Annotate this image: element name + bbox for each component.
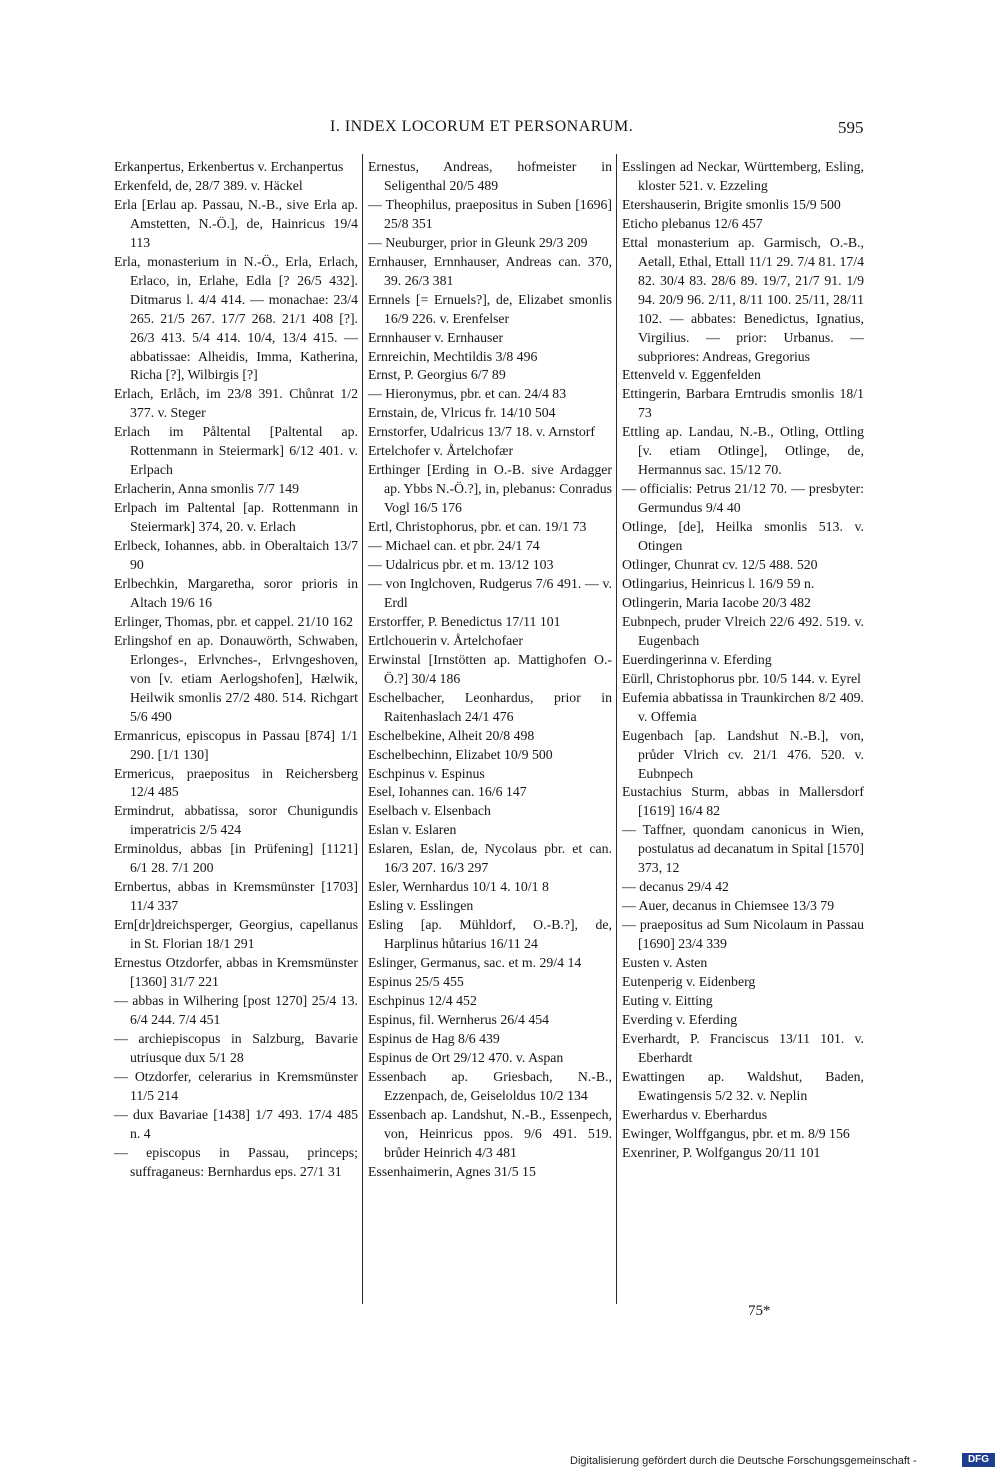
index-entry: — von Inglchoven, Rudgerus 7/6 491. — v. Erdl <box>368 575 612 610</box>
index-entry: — Udalricus pbr. et m. 13/12 103 <box>368 557 554 573</box>
index-entry: Ermanricus, episcopus in Passau [874] 1/1 290. [1/1 130] <box>114 727 358 762</box>
page-number: 595 <box>838 118 864 137</box>
index-entry: Everding v. Eferding <box>622 1011 738 1027</box>
index-entry: Ewattingen ap. Waldshut, Baden, Ewatingensis 5/2 32. v. Neplin <box>622 1068 864 1103</box>
index-entry: Esling v. Esslingen <box>368 898 474 914</box>
index-entry: Ermericus, praepositus in Reichersberg 12/4 485 <box>114 765 358 800</box>
index-entry: Otlinge, [de], Heilka smonlis 513. v. Otingen <box>622 519 864 554</box>
index-entry: Ewerhardus v. Eberhardus <box>622 1106 768 1122</box>
index-entry: Euting v. Eitting <box>622 992 713 1008</box>
index-entry: Ernstorfer, Udalricus 13/7 18. v. Arnstorf <box>368 424 595 440</box>
index-entry: Espinus de Ort 29/12 470. v. Aspan <box>368 1049 564 1065</box>
index-entry: Erkanpertus, Erkenbertus v. Erchanpertus <box>114 159 344 174</box>
index-entry: Ern[dr]dreichsperger, Georgius, capellanus in St. Florian 18/1 291 <box>114 917 358 952</box>
index-entry: Erthinger [Erding in O.-B. sive Ardagger ap. Ybbs N.-Ö.?], in, plebanus: Conradus Vogl 16/5 176 <box>368 462 612 516</box>
index-entry: Erkenfeld, de, 28/7 389. v. Häckel <box>114 177 303 193</box>
index-entry: Otlingarius, Heinricus l. 16/9 59 n. <box>622 575 815 591</box>
index-entry: Esel, Iohannes can. 16/6 147 <box>368 784 527 800</box>
index-column-2 <box>368 158 612 1181</box>
index-entry: Eslan v. Eslaren <box>368 822 457 838</box>
index-entry: Eusten v. Asten <box>622 955 708 971</box>
index-entry: Essenbach ap. Landshut, N.-B., Essenpech, von, Heinricus ppos. 9/6 491. 519. brůder Heinrich 4/3 481 <box>368 1106 612 1160</box>
index-entry: Essenbach ap. Griesbach, N.-B., Ezzenpach, de, Geiseloldus 10/2 134 <box>368 1068 612 1103</box>
index-entry: Eschpinus 12/4 452 <box>368 992 477 1008</box>
dfg-logo: DFG <box>962 1453 995 1467</box>
index-entry: Ertl, Christophorus, pbr. et can. 19/1 73 <box>368 519 587 535</box>
index-entry: Ernnels [= Ernuels?], de, Elizabet smonlis 16/9 226. v. Erenfelser <box>368 291 612 326</box>
index-entry: Eubnpech, pruder Vlreich 22/6 492. 519. v. Eugenbach <box>622 613 864 648</box>
index-entry: Esling [ap. Mühldorf, O.-B.?], de, Harplinus hůtarius 16/11 24 <box>368 917 612 952</box>
index-entry: Essenhaimerin, Agnes 31/5 15 <box>368 1163 536 1179</box>
index-entry: Erla, monasterium in N.-Ö., Erla, Erlach, Erlaco, in, Erlahe, Edla [? 26/5 432]. Ditmarus l. 4/4 414. — monachae: 23/4 265. 21/5 267. 17/7 268. 21/1 408 [?]. 26/3 413. 5/4 414. 10/4, 13/4 415. — abbatissae: Alheidis, Imma, Katherina, Richa [?], Wilbirgis [?] <box>114 253 358 383</box>
index-entry: Eutenperig v. Eidenberg <box>622 973 756 989</box>
index-entry: Eürll, Christophorus pbr. 10/5 144. v. Eyrel <box>622 670 861 686</box>
index-column-1 <box>114 158 358 1181</box>
index-entry: Erlingshof en ap. Donauwörth, Schwaben, Erlonges-, Erlvnches-, Erlvngeshoven, von [v. etiam Aerlogshofen], Hælwik, Heilwik smonlis 27/2 480. 514. Richgart 5/6 490 <box>114 632 358 724</box>
index-entry: Ernestus, Andreas, hofmeister in Seligenthal 20/5 489 <box>368 159 612 193</box>
index-entry: Ettal monasterium ap. Garmisch, O.-B., Aetall, Ethal, Ettall 11/1 29. 7/4 81. 17/4 82. 30/4 83. 28/6 89. 19/7, 21/7 91. 1/9 94. 20/9 96. 2/11, 8/11 100. 25/11, 28/11 102. — abbates: Benedictus, Ignatius, Virgilius. — prior: Urbanus. — subpriores: Andreas, Gregorius <box>622 234 864 364</box>
index-entry: — Neuburger, prior in Gleunk 29/3 209 <box>368 234 588 250</box>
digitization-credit: Digitalisierung gefördert durch die Deutsche Forschungsgemeinschaft - <box>570 1455 917 1467</box>
index-entry: Ernbertus, abbas in Kremsmünster [1703] 11/4 337 <box>114 879 358 914</box>
index-entry: Esslingen ad Neckar, Württemberg, Esling, kloster 521. v. Ezzeling <box>622 159 864 193</box>
index-entry: Ertlchouerin v. Årtelchofaer <box>368 632 524 648</box>
index-entry: — Auer, decanus in Chiemsee 13/3 79 <box>622 898 835 914</box>
index-entry: Erlinger, Thomas, pbr. et cappel. 21/10 162 <box>114 613 354 629</box>
index-entry: Ettenveld v. Eggenfelden <box>622 367 761 383</box>
index-entry: Euerdingerinna v. Eferding <box>622 651 772 667</box>
index-entry: Erwinstal [Irnstötten ap. Mattighofen O.-Ö.?] 30/4 186 <box>368 651 612 686</box>
index-entry: Eslinger, Germanus, sac. et m. 29/4 14 <box>368 955 582 971</box>
index-entry: Erlach im Påltental [Paltental ap. Rottenmann in Steiermark] 6/12 401. v. Erlpach <box>114 424 358 478</box>
index-entry: Eslaren, Eslan, de, Nycolaus pbr. et can. 16/3 207. 16/3 297 <box>368 841 612 876</box>
index-entry: — Theophilus, praepositus in Suben [1696] 25/8 351 <box>368 196 612 231</box>
index-entry: Ernreichin, Mechtildis 3/8 496 <box>368 348 538 364</box>
index-entry: Eschelbechinn, Elizabet 10/9 500 <box>368 746 553 762</box>
index-entry: Erstorffer, P. Benedictus 17/11 101 <box>368 613 561 629</box>
index-entry: — Hieronymus, pbr. et can. 24/4 83 <box>368 386 567 402</box>
index-entry: Ernhauser, Ernnhauser, Andreas can. 370, 39. 26/3 381 <box>368 253 612 288</box>
index-entry: — abbas in Wilhering [post 1270] 25/4 13. 6/4 244. 7/4 451 <box>114 992 358 1027</box>
index-entry: Erlpach im Paltental [ap. Rottenmann in Steiermark] 374, 20. v. Erlach <box>114 500 358 535</box>
index-entry: — praepositus ad Sum Nicolaum in Passau [1690] 23/4 339 <box>622 917 864 952</box>
index-entry: — Taffner, quondam canonicus in Wien, postulatus ad decanatum in Spital [1570] 373, 12 <box>622 822 864 876</box>
index-entry: Ettingerin, Barbara Erntrudis smonlis 18/1 73 <box>622 386 864 421</box>
index-entry: Ernestus Otzdorfer, abbas in Kremsmünster [1360] 31/7 221 <box>114 955 358 989</box>
index-entry: Ernstain, de, Vlricus fr. 14/10 504 <box>368 405 556 421</box>
index-entry: — decanus 29/4 42 <box>622 879 729 895</box>
index-entry: Exenriner, P. Wolfgangus 20/11 101 <box>622 1144 821 1160</box>
index-entry: Ernnhauser v. Ernhauser <box>368 329 504 345</box>
index-entry: Ertelchofer v. Årtelchofær <box>368 443 514 459</box>
index-entry: — officialis: Petrus 21/12 70. — presbyter: Germundus 9/4 40 <box>622 481 864 516</box>
index-entry: Erlbechkin, Margaretha, soror prioris in Altach 19/6 16 <box>114 575 358 610</box>
index-entry: Eselbach v. Elsenbach <box>368 803 491 819</box>
index-entry: Ettling ap. Landau, N.-B., Otling, Ottling [v. etiam Otlinge], Otlinge, de, Hermannus sac. 15/12 70. <box>622 424 864 478</box>
index-entry: Erminoldus, abbas [in Prüfening] [1121] 6/1 28. 7/1 200 <box>114 841 358 876</box>
index-entry: Ermindrut, abbatissa, soror Chunigundis imperatricis 2/5 424 <box>114 803 358 838</box>
index-entry: — episcopus in Passau, princeps; suffraganeus: Bernhardus eps. 27/1 31 <box>114 1144 358 1179</box>
index-entry: Eustachius Sturm, abbas in Mallersdorf [1619] 16/4 82 <box>622 784 864 819</box>
index-entry: Eschelbekine, Alheit 20/8 498 <box>368 727 535 743</box>
index-entry: Eschpinus v. Espinus <box>368 765 485 781</box>
index-entry: Erlacherin, Anna smonlis 7/7 149 <box>114 481 300 497</box>
index-entry: Eugenbach [ap. Landshut N.-B.], von, průder Vlrich cv. 21/1 476. 520. v. Eubnpech <box>622 727 864 781</box>
index-entry: — dux Bavariae [1438] 1/7 493. 17/4 485 n. 4 <box>114 1106 358 1141</box>
column-divider <box>616 154 617 1304</box>
index-entry: Etershauserin, Brigite smonlis 15/9 500 <box>622 196 841 212</box>
index-entry: Espinus 25/5 455 <box>368 973 464 989</box>
index-entry: Ewinger, Wolffgangus, pbr. et m. 8/9 156 <box>622 1125 850 1141</box>
index-entry: Erlbeck, Iohannes, abb. in Oberaltaich 13/7 90 <box>114 538 358 573</box>
index-entry: Ernst, P. Georgius 6/7 89 <box>368 367 506 383</box>
index-entry: — archiepiscopus in Salzburg, Bavarie utriusque dux 5/1 28 <box>114 1030 358 1065</box>
index-entry: Erla [Erlau ap. Passau, N.-B., sive Erla ap. Amstetten, N.-Ö.], de, Hainricus 19/4 113 <box>114 196 358 250</box>
signature-mark: 75* <box>748 1303 771 1319</box>
index-entry: Eschelbacher, Leonhardus, prior in Raitenhaslach 24/1 476 <box>368 689 612 724</box>
index-entry: Otlinger, Chunrat cv. 12/5 488. 520 <box>622 557 818 573</box>
index-entry: Espinus, fil. Wernherus 26/4 454 <box>368 1011 550 1027</box>
index-entry: Eufemia abbatissa in Traunkirchen 8/2 409. v. Offemia <box>622 689 864 724</box>
index-entry: Erlach, Erlåch, im 23/8 391. Chůnrat 1/2 377. v. Steger <box>114 386 358 421</box>
index-entry: Otlingerin, Maria Iacobe 20/3 482 <box>622 594 811 610</box>
column-divider <box>362 154 363 1304</box>
index-entry: Everhardt, P. Franciscus 13/11 101. v. Eberhardt <box>622 1030 864 1065</box>
index-entry: — Michael can. et pbr. 24/1 74 <box>368 538 540 554</box>
index-entry: — Otzdorfer, celerarius in Kremsmünster 11/5 214 <box>114 1068 358 1103</box>
running-head-title: I. INDEX LOCORUM ET PERSONARUM. <box>330 118 634 135</box>
index-column-3 <box>622 158 864 1163</box>
index-entry: Eticho plebanus 12/6 457 <box>622 215 763 231</box>
index-entry: Esler, Wernhardus 10/1 4. 10/1 8 <box>368 879 549 895</box>
index-entry: Espinus de Hag 8/6 439 <box>368 1030 500 1046</box>
